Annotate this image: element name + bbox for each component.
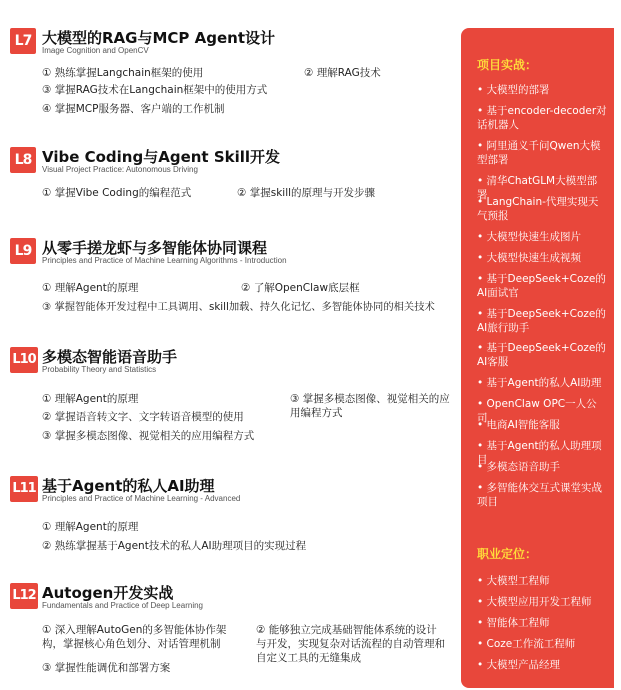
lesson-subtitle: Fundamentals and Practice of Deep Learning	[42, 601, 203, 610]
project-item: • 阿里通义千问Qwen大模型部署	[477, 139, 607, 167]
lesson-title: 大模型的RAG与MCP Agent设计	[42, 29, 275, 47]
career-item: • 大模型产品经理	[477, 658, 607, 672]
lesson-title: 从零手搓龙虾与多智能体协同课程	[42, 239, 268, 257]
lesson-subtitle: Probability Theory and Statistics	[42, 365, 157, 374]
lesson-l11	[10, 476, 450, 556]
lesson-l9	[10, 238, 450, 318]
lesson-point: ② 熟练掌握基于Agent技术的私人AI助理项目的实现过程	[42, 540, 307, 552]
lesson-point: ② 掌握skill的原理与开发步骤	[237, 187, 376, 199]
project-item: • 大模型快速生成视频	[477, 251, 607, 265]
lesson-title: 多模态智能语音助手	[42, 348, 178, 366]
lesson-subtitle: Image Cognition and OpenCV	[42, 46, 149, 55]
lesson-point: ② 理解RAG技术	[304, 67, 381, 79]
lesson-point: ③ 掌握智能体开发过程中工具调用、skill加载、持久化记忆、多智能体协同的相关技术	[42, 301, 435, 313]
sidebar-panel	[461, 28, 614, 688]
lesson-subtitle: Principles and Practice of Machine Learning Algorithms - Introduction	[42, 256, 287, 265]
project-item: • 多模态语音助手	[477, 460, 607, 474]
lesson-point: ① 深入理解AutoGen的多智能体协作架构，掌握核心角色划分、对话管理机制	[42, 624, 227, 650]
project-item: • 电商AI智能客服	[477, 418, 607, 432]
lesson-l8	[10, 147, 450, 207]
project-item: • 基于DeepSeek+Coze的AI面试官	[477, 272, 607, 300]
lesson-point: ② 能够独立完成基础智能体系统的设计与开发，实现复杂对话流程的自动管理和自定义工具的无缝集成	[256, 624, 445, 664]
lesson-badge: L12	[10, 583, 38, 609]
lesson-title: 基于Agent的私人AI助理	[42, 477, 215, 495]
lesson-point: ② 了解OpenClaw底层框	[241, 282, 360, 294]
project-item: • 多智能体交互式课堂实战项目	[477, 481, 607, 509]
project-item: • 基于Agent的私人助理项目	[477, 439, 607, 467]
lesson-badge: L11	[10, 476, 38, 502]
lesson-point: ① 理解Agent的原理	[42, 521, 139, 533]
projects-heading: 项目实战：	[477, 58, 538, 72]
project-item: • 基于Agent的私人AI助理	[477, 376, 607, 390]
lesson-point: ① 熟练掌握Langchain框架的使用	[42, 67, 204, 79]
lesson-badge: L10	[10, 347, 38, 373]
lesson-badge: L8	[10, 147, 36, 173]
lesson-l12	[10, 583, 450, 683]
lesson-subtitle: Visual Project Practice: Autonomous Driving	[42, 165, 198, 174]
lesson-point: ① 理解Agent的原理	[42, 393, 139, 405]
lesson-point: ① 掌握Vibe Coding的编程范式	[42, 187, 192, 199]
project-item: • 基于DeepSeek+Coze的AI客服	[477, 341, 607, 369]
lesson-l10	[10, 347, 450, 447]
career-item: • 大模型应用开发工程师	[477, 595, 607, 609]
career-item: • 智能体工程师	[477, 616, 607, 630]
lesson-badge: L9	[10, 238, 36, 264]
project-item: • LangChain-代理实现天气预报	[477, 195, 607, 223]
lesson-point: ④ 掌握MCP服务器、客户端的工作机制	[42, 103, 225, 115]
lesson-badge: L7	[10, 28, 36, 54]
lesson-point: ③ 掌握多模态图像、视觉相关的应用编程方式	[290, 393, 450, 419]
lesson-title: Autogen开发实战	[42, 584, 174, 602]
lesson-point: ③ 掌握RAG技术在Langchain框架中的使用方式	[42, 84, 268, 96]
career-heading: 职业定位：	[477, 547, 538, 561]
project-item: • 基于encoder-decoder对话机器人	[477, 104, 607, 132]
career-item: • Coze工作流工程师	[477, 637, 607, 651]
lesson-point: ① 理解Agent的原理	[42, 282, 139, 294]
lesson-l7	[10, 28, 450, 128]
project-item: • 大模型的部署	[477, 83, 607, 97]
lesson-point: ③ 掌握多模态图像、视觉相关的应用编程方式	[42, 430, 255, 442]
lesson-title: Vibe Coding与Agent Skill开发	[42, 148, 281, 166]
lesson-point: ③ 掌握性能调优和部署方案	[42, 662, 171, 674]
project-item: • 大模型快速生成图片	[477, 230, 607, 244]
project-item: • 基于DeepSeek+Coze的AI旅行助手	[477, 307, 607, 335]
project-item: • 清华ChatGLM大模型部署	[477, 174, 607, 202]
career-item: • 大模型工程师	[477, 574, 607, 588]
lesson-subtitle: Principles and Practice of Machine Learning - Advanced	[42, 494, 241, 503]
project-item: • OpenClaw OPC一人公司	[477, 397, 607, 425]
lesson-point: ② 掌握语音转文字、文字转语音模型的使用	[42, 411, 244, 423]
